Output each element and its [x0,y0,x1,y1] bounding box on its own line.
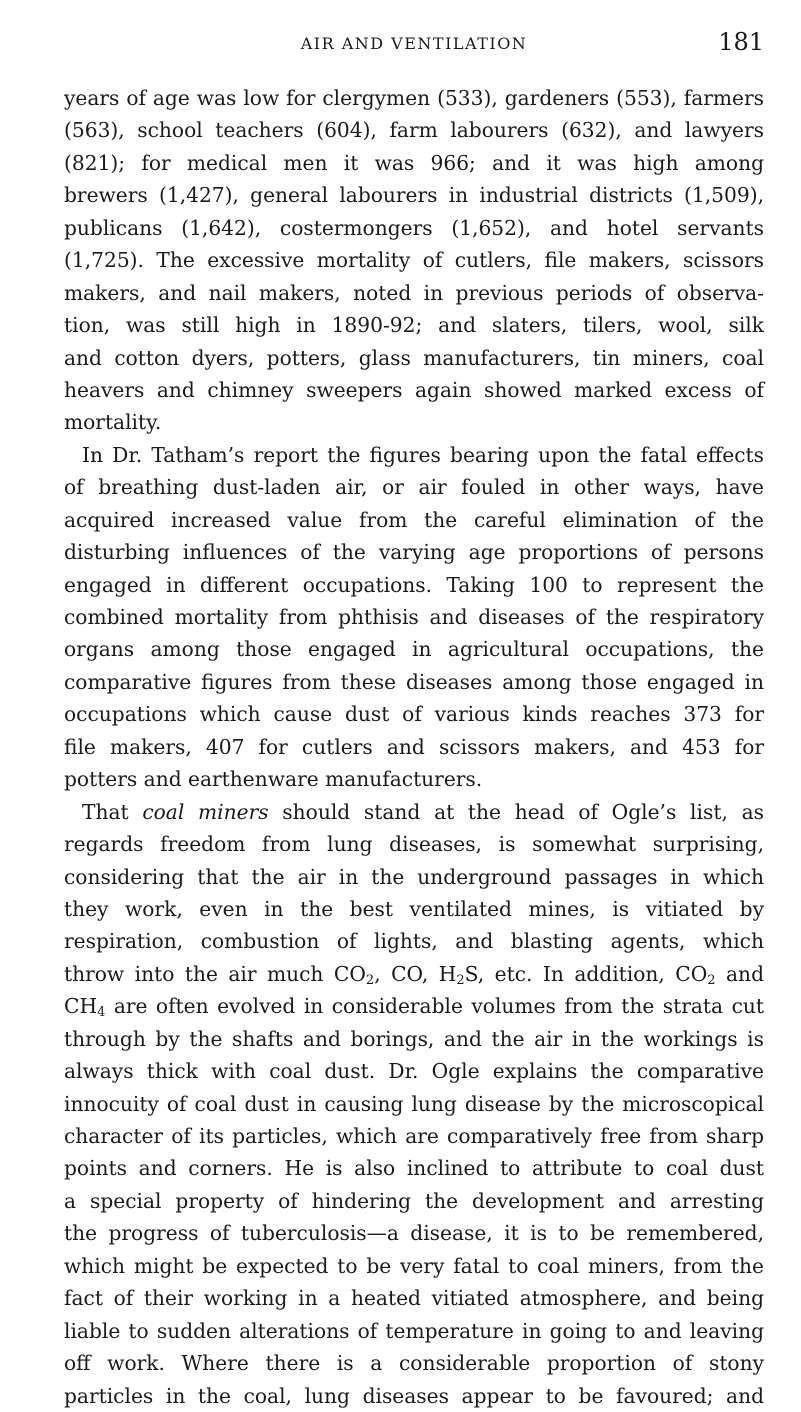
text-line: occupations which cause dust of various kinds reaches 373 for [64,702,764,727]
subscript: 4 [97,1005,106,1021]
text-line: character of its particles, which are comparatively free from sharp [64,1124,764,1148]
text-run: throw into the air much CO [64,961,366,986]
text-line: considering that the air in the underground passages in which [64,864,764,889]
text-line: tion, was still high in 1890-92; and slaters, tilers, wool, silk [64,313,764,338]
text-line: (821); for medical men it was 966; and it was high among [64,150,764,175]
paragraph-2 [64,439,764,796]
text-line: potters and earthenware manufacturers. [64,767,483,792]
text-line: the progress of tuberculosis—a disease, it is to be remembered, [64,1221,764,1246]
text-line: (1,725). The excessive mortality of cutlers, file makers, scissors [64,248,764,273]
subscript: 2 [456,972,465,988]
text-line: always thick with coal dust. Dr. Ogle explains the comparative [64,1059,764,1084]
text-run: and [715,961,764,986]
text-line [64,958,764,990]
text-line: file makers, 407 for cutlers and scissors makers, and 453 for [64,734,764,759]
text-run: , CO, H [374,961,457,986]
text-line: publicans (1,642), costermongers (1,652), and hotel servants [64,215,764,240]
text-line: particles in the coal, lung diseases appear to be favoured; and [64,1383,764,1408]
text-line: a special property of hindering the development and arresting [64,1188,764,1213]
text-line: acquired increased value from the careful elimination of the [64,507,764,532]
text-run: are often evolved in considerable volumes from the strata cut [105,994,764,1019]
page-number: 181 [718,28,764,56]
text-line: through by the shafts and borings, and the air in the workings is [64,1026,764,1051]
text-line: heavers and chimney sweepers again showed marked excess of [64,377,764,402]
text-line: organs among those engaged in agricultural occupations, the [64,637,764,662]
text-line: which might be expected to be very fatal to coal miners, from the [64,1253,764,1278]
running-title: AIR AND VENTILATION [300,34,528,53]
text-line: they work, even in the best ventilated mines, is vitiated by [64,896,764,921]
text-line [64,990,764,1022]
text-line: of breathing dust-laden air, or air fouled in other ways, have [64,475,764,500]
subscript: 2 [707,972,716,988]
emphasis-coal-miners: coal miners [142,799,269,824]
text-line: combined mortality from phthisis and diseases of the respiratory [64,605,764,629]
text-line: off work. Where there is a considerable proportion of stony [64,1351,764,1376]
text-line: comparative figures from these diseases among those engaged in [64,669,764,694]
text-line: engaged in different occupations. Taking 100 to represent the [64,572,764,597]
text-line: disturbing influences of the varying age proportions of persons [64,540,764,565]
text-run: S, etc. In addition, CO [464,961,708,986]
text-line: innocuity of coal dust in causing lung disease by the microscopical [64,1091,764,1116]
text-run: CH [64,994,98,1019]
text-line: regards freedom from lung diseases, is somewhat surprising, [64,832,764,857]
body-text [64,82,764,1412]
book-page [64,26,764,1412]
text-run: That [82,799,143,824]
running-head [64,26,764,66]
text-line: (563), school teachers (604), farm labourers (632), and lawyers [64,118,764,143]
text-line: mortality. [64,410,162,435]
text-line: years of age was low for clergymen (533), gardeners (553), farmers [64,86,764,110]
text-line: brewers (1,427), general labourers in industrial districts (1,509), [64,183,764,208]
text-line: points and corners. He is also inclined to attribute to coal dust [64,1156,764,1181]
paragraph-1 [64,82,764,439]
text-line: fact of their working in a heated vitiated atmosphere, and being [64,1286,764,1311]
text-line: respiration, combustion of lights, and blasting agents, which [64,929,764,954]
paragraph-3 [64,796,764,1412]
text-line: and cotton dyers, potters, glass manufacturers, tin miners, coal [64,345,764,370]
text-line: In Dr. Tatham’s report the figures bearing upon the fatal effects [82,442,764,467]
subscript: 2 [365,972,375,988]
text-line: liable to sudden alterations of temperature in going to and leaving [64,1318,764,1343]
text-line [64,796,764,828]
text-line: makers, and nail makers, noted in previous periods of observa- [64,280,764,305]
text-run: should stand at the head of Ogle’s list, as [268,799,764,824]
